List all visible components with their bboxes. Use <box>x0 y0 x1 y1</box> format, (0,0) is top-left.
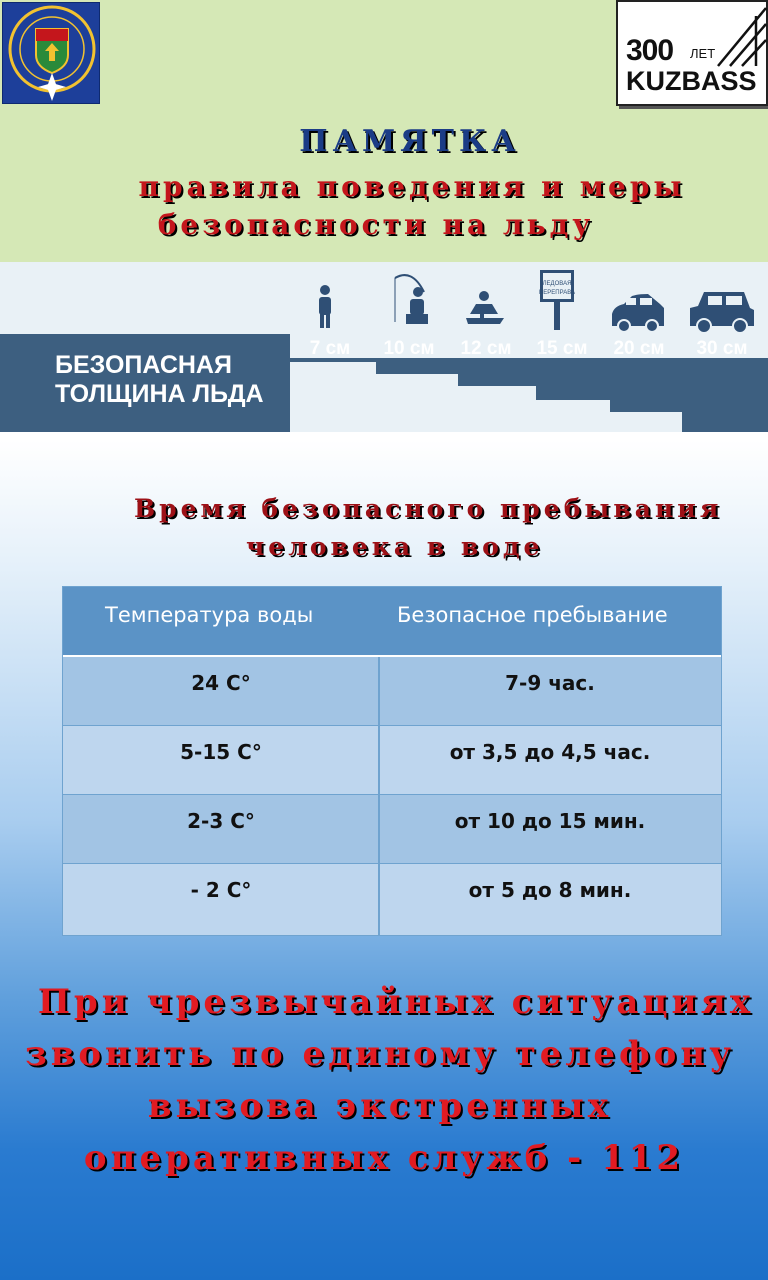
cell-duration: от 10 до 15 мин. <box>454 809 646 833</box>
thickness-7cm: 7 см <box>309 338 351 359</box>
cell-duration: от 3,5 до 4,5 час. <box>449 740 651 764</box>
page-title: ПАМЯТКА <box>299 124 521 159</box>
person-icon <box>319 285 331 328</box>
emergency-line3: вызова экстренных <box>147 1086 613 1126</box>
table-divider <box>378 657 380 935</box>
section-title-line2: человека в воде <box>246 532 544 561</box>
header-water-temperature: Температура воды <box>105 603 314 627</box>
table-row <box>63 864 721 935</box>
thickness-30cm: 30 см <box>696 338 748 359</box>
cell-temperature: - 2 С° <box>190 878 252 902</box>
emergency-ministry-emblem-icon <box>2 2 100 104</box>
snowmobile-icon <box>466 291 504 324</box>
thickness-12cm: 12 см <box>460 338 512 359</box>
fisherman-icon <box>395 275 428 324</box>
emergency-line4: оперативных служб - 112 <box>83 1138 685 1178</box>
page-subtitle-line2: безопасности на льду <box>157 208 595 241</box>
emergency-line1: При чрезвычайных ситуациях <box>37 982 755 1022</box>
page-subtitle-line1: правила поведения и меры <box>138 170 686 203</box>
logo-name: KUZBASS <box>626 66 757 96</box>
emergency-line2: звонить по единому телефону <box>25 1034 735 1074</box>
ice-label-line1: БЕЗОПАСНАЯ <box>55 351 232 379</box>
section-title-line1: Время безопасного пребывания <box>134 494 723 523</box>
logo-let: ЛЕТ <box>690 46 716 61</box>
suv-icon <box>690 292 754 333</box>
cell-duration: 7-9 час. <box>505 671 595 695</box>
logo-number: 300 <box>626 34 674 67</box>
water-time-table <box>62 586 722 936</box>
svg-text:ПЕРЕПРАВА: ПЕРЕПРАВА <box>538 290 576 296</box>
thickness-15cm: 15 см <box>536 338 588 359</box>
cell-duration: от 5 до 8 мин. <box>468 878 632 902</box>
thickness-20cm: 20 см <box>613 338 665 359</box>
cell-temperature: 5-15 С° <box>180 740 262 764</box>
header-safe-stay: Безопасное пребывание <box>397 603 668 627</box>
thickness-10cm: 10 см <box>383 338 435 359</box>
ice-label-line2: ТОЛЩИНА ЛЬДА <box>55 380 264 408</box>
table-row <box>63 657 721 726</box>
ice-crossing-sign-icon <box>539 270 575 330</box>
mountain-logo-icon <box>716 6 768 70</box>
table-row <box>63 726 721 795</box>
cell-temperature: 24 С° <box>191 671 251 695</box>
cell-temperature: 2-3 С° <box>187 809 255 833</box>
table-header <box>63 587 721 657</box>
svg-text:ЛЕДОВАЯ: ЛЕДОВАЯ <box>542 281 572 287</box>
table-row <box>63 795 721 864</box>
car-icon <box>612 294 664 332</box>
kuzbass-300-logo <box>616 0 768 106</box>
